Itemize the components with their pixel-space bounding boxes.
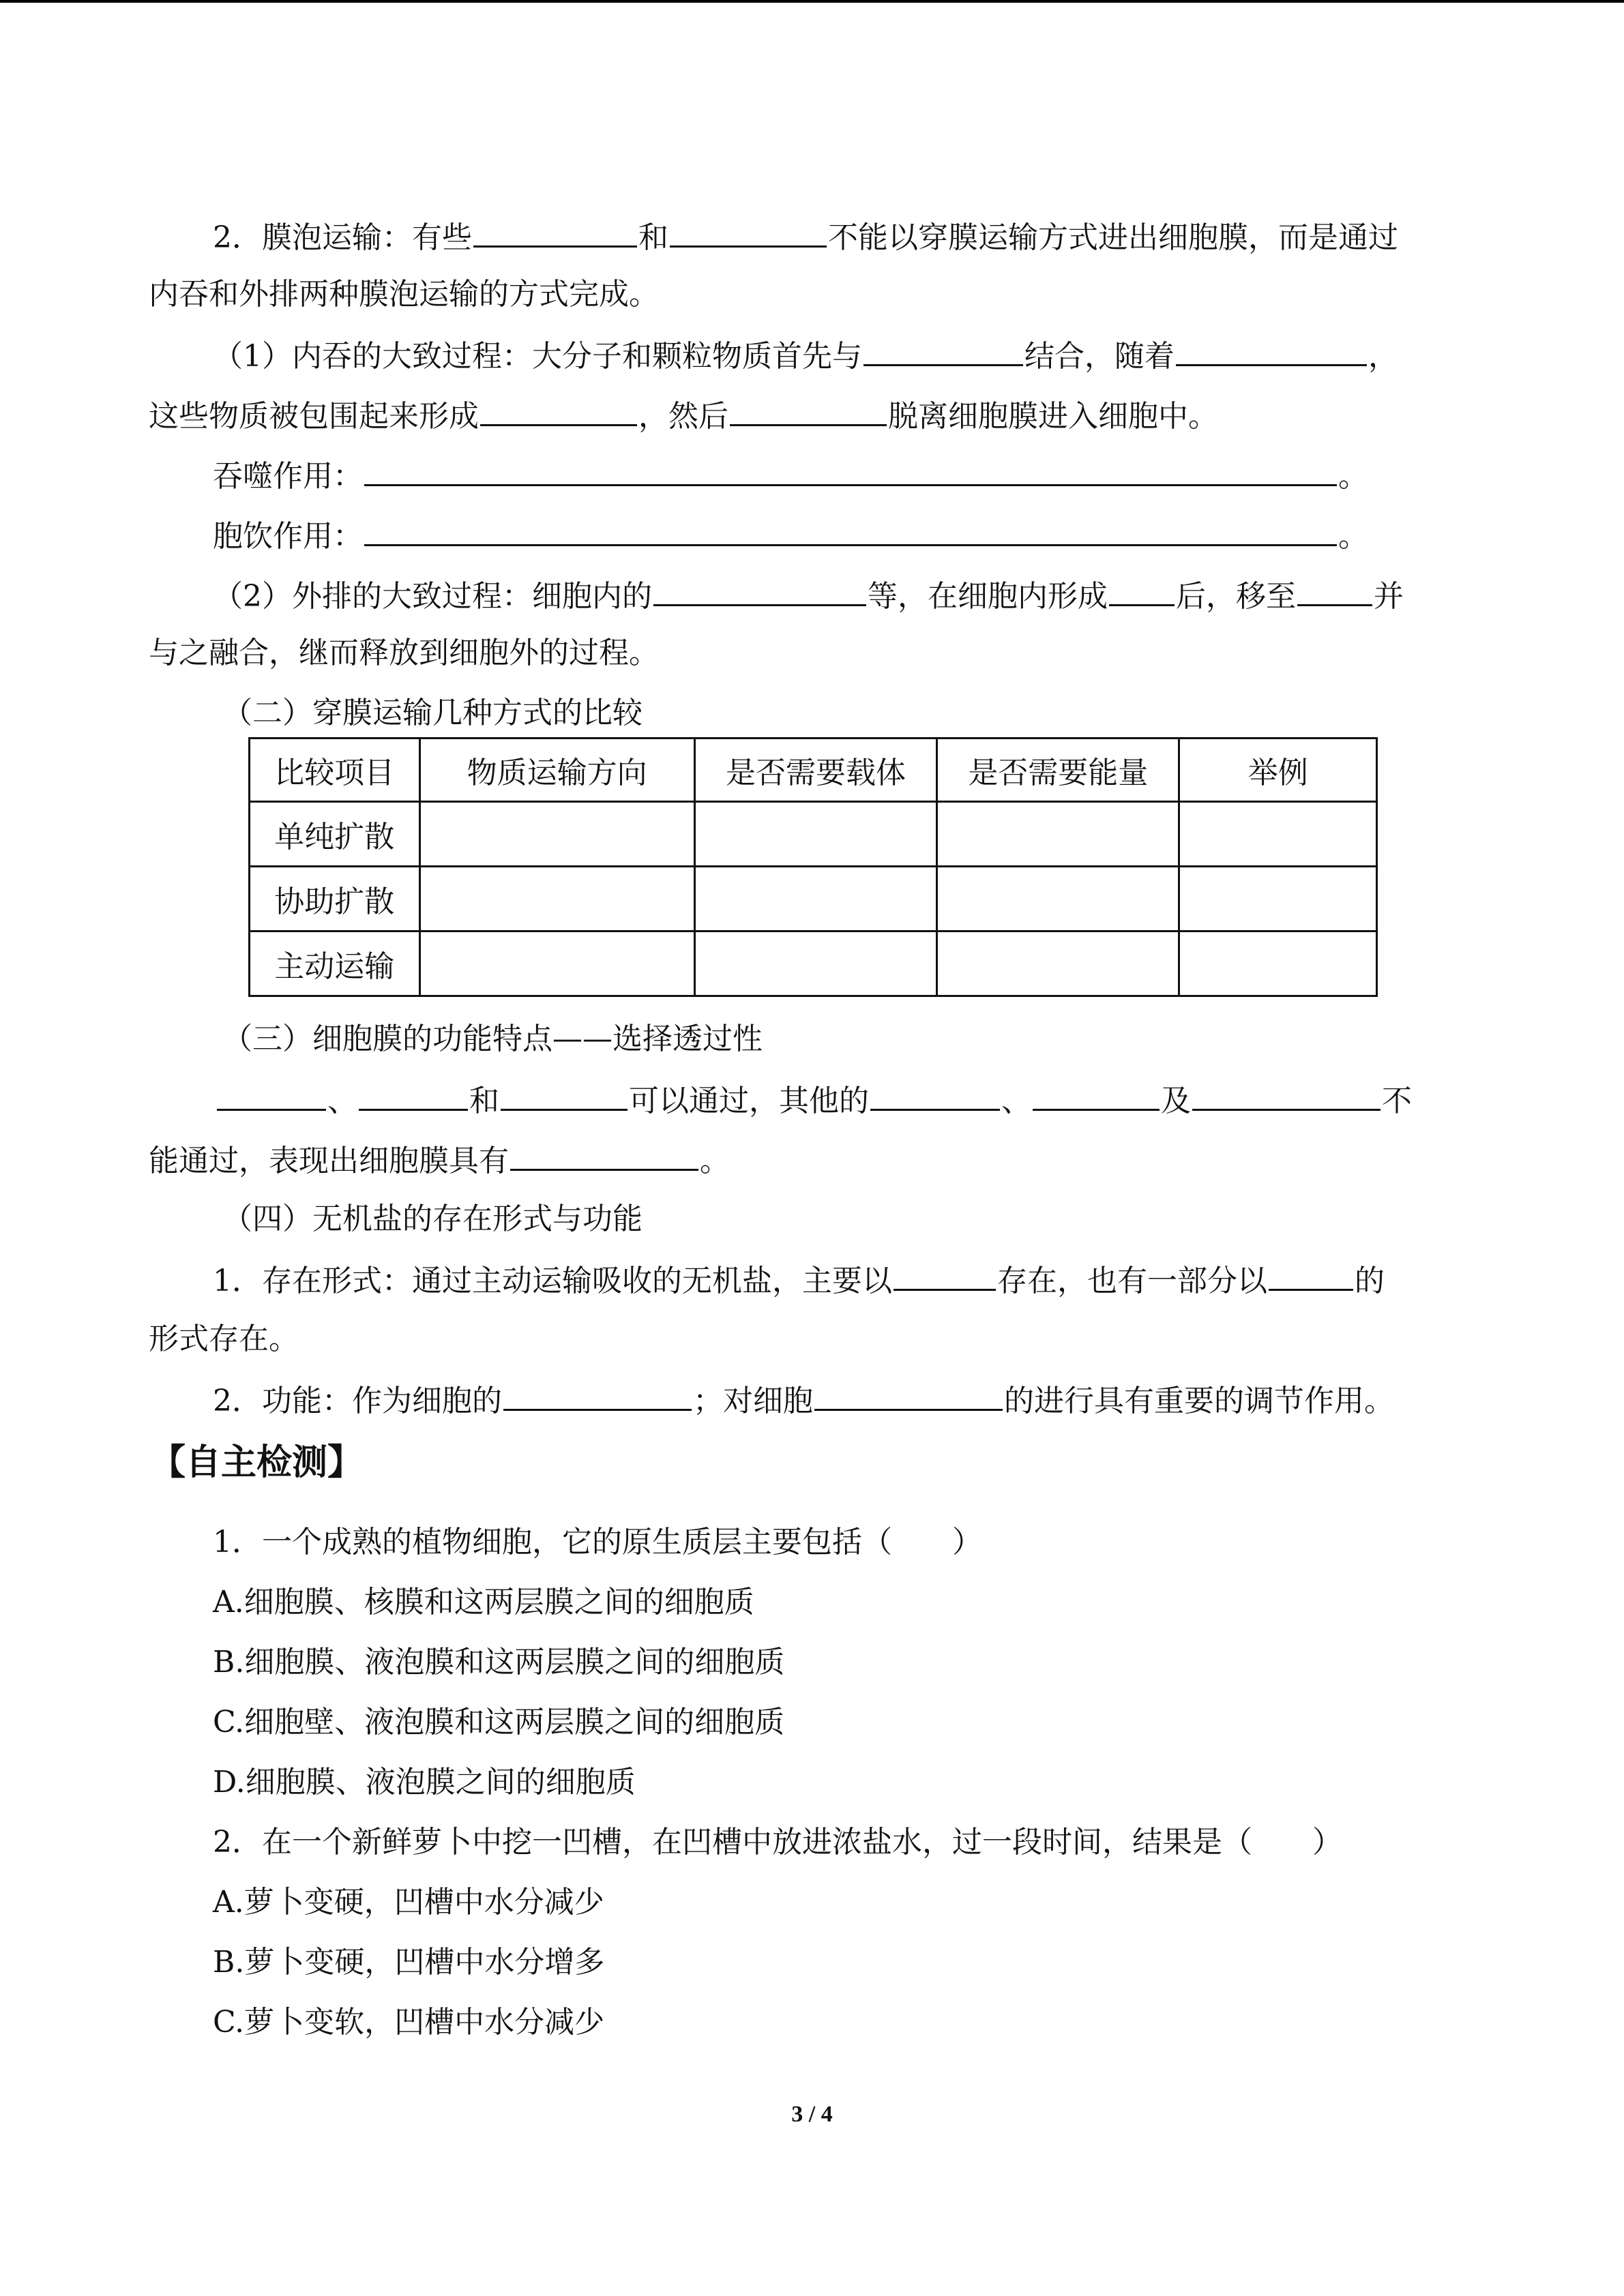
text: 脱离细胞膜进入细胞中。 [888, 399, 1218, 434]
fill-blank[interactable] [1297, 574, 1372, 606]
text: ，然后 [638, 399, 728, 434]
fill-blank[interactable] [1176, 334, 1367, 366]
text: 等，在细胞内形成 [868, 579, 1108, 614]
table-header: 举例 [1179, 739, 1377, 802]
comparison-table [248, 737, 1378, 997]
fill-blank[interactable] [480, 394, 637, 426]
answer-cell[interactable] [419, 867, 694, 931]
fill-blank[interactable] [1192, 1079, 1381, 1111]
section4-title: （四）无机盐的存在形式与功能 [222, 1202, 643, 1236]
text: 的 [1355, 1264, 1385, 1298]
answer-cell[interactable] [419, 802, 694, 867]
fill-blank[interactable] [863, 334, 1023, 366]
exocytosis-line-2: 与之融合，继而释放到细胞外的过程。 [149, 636, 659, 670]
text: 。 [1338, 519, 1368, 554]
table-header: 比较项目 [250, 739, 420, 802]
text: 的进行具有重要的调节作用。 [1004, 1384, 1394, 1418]
endocytosis-line-1 [213, 334, 1479, 375]
text: 、 [327, 1084, 357, 1118]
fill-blank[interactable] [894, 1259, 996, 1291]
text: 不 [1382, 1084, 1412, 1118]
fill-blank[interactable] [217, 1079, 326, 1111]
text: 和 [469, 1084, 499, 1118]
selftest-heading: 【自主检测】 [150, 1442, 364, 1483]
q2-option-a[interactable]: A.萝卜变硬，凹槽中水分减少 [213, 1885, 604, 1920]
page-number: 3 / 4 [791, 2102, 833, 2127]
text: （1）内吞的大致过程：大分子和颗粒物质首先与 [213, 339, 862, 374]
question-1: 1．一个成熟的植物细胞，它的原生质层主要包括（ ） [213, 1525, 982, 1560]
text: ， [1368, 339, 1398, 374]
q1-option-d[interactable]: D.细胞膜、液泡膜之间的细胞质 [213, 1765, 636, 1800]
section4-function-line [213, 1379, 1479, 1420]
text: 和 [638, 220, 668, 255]
pinocytosis-line [213, 514, 1479, 555]
fill-blank[interactable] [510, 1139, 698, 1171]
fill-blank[interactable] [670, 215, 827, 248]
table-header: 物质运输方向 [419, 739, 694, 802]
table-header: 是否需要载体 [694, 739, 936, 802]
fill-blank[interactable] [364, 514, 1337, 546]
row-label: 主动运输 [250, 931, 420, 996]
fill-blank[interactable] [359, 1079, 468, 1111]
fill-blank[interactable] [814, 1379, 1003, 1411]
table-row [250, 867, 1377, 931]
answer-cell[interactable] [937, 867, 1179, 931]
text: 胞饮作用： [213, 519, 363, 554]
text: 结合，随着 [1024, 339, 1175, 374]
text: 可以通过，其他的 [629, 1084, 869, 1118]
endocytosis-line-2 [149, 394, 1479, 435]
text: 不能以穿膜运输方式进出细胞膜，而是通过 [828, 220, 1398, 255]
answer-cell[interactable] [1179, 867, 1377, 931]
row-label: 协助扩散 [250, 867, 420, 931]
row-label: 单纯扩散 [250, 802, 420, 867]
text: 存在，也有一部分以 [997, 1264, 1267, 1298]
text: 吞噬作用： [213, 459, 363, 494]
text: 这些物质被包围起来形成 [149, 399, 479, 434]
fill-blank[interactable] [870, 1079, 1000, 1111]
q1-option-c[interactable]: C.细胞壁、液泡膜和这两层膜之间的细胞质 [213, 1705, 785, 1740]
section3-line-2 [149, 1139, 1479, 1180]
fill-blank[interactable] [653, 574, 866, 606]
text: ；对细胞 [693, 1384, 813, 1418]
text: 1．存在形式：通过主动运输吸收的无机盐，主要以 [213, 1264, 892, 1298]
phagocytosis-line [213, 454, 1479, 495]
section4-form-line-1 [213, 1259, 1479, 1300]
text: 后，移至 [1176, 579, 1296, 614]
text: 2．膜泡运输：有些 [213, 220, 472, 255]
answer-cell[interactable] [419, 931, 694, 996]
fill-blank[interactable] [730, 394, 887, 426]
answer-cell[interactable] [694, 931, 936, 996]
section3-line-1 [216, 1079, 1479, 1120]
fill-blank[interactable] [501, 1079, 628, 1111]
fill-blank[interactable] [473, 215, 637, 248]
fill-blank[interactable] [1033, 1079, 1160, 1111]
text: 并 [1374, 579, 1404, 614]
table-row [250, 802, 1377, 867]
text: （2）外排的大致过程：细胞内的 [213, 579, 652, 614]
fill-blank[interactable] [1109, 574, 1175, 606]
answer-cell[interactable] [937, 931, 1179, 996]
q2-option-b[interactable]: B.萝卜变硬，凹槽中水分增多 [213, 1945, 605, 1980]
section4-form-line-2: 形式存在。 [149, 1322, 299, 1356]
question-2: 2．在一个新鲜萝卜中挖一凹槽，在凹槽中放进浓盐水，过一段时间，结果是（ ） [213, 1825, 1342, 1860]
fill-blank[interactable] [503, 1379, 692, 1411]
text: 。 [700, 1144, 730, 1178]
text: 。 [1338, 459, 1368, 494]
vesicle-line-1 [213, 215, 1479, 256]
text: 、 [1001, 1084, 1031, 1118]
q1-option-a[interactable]: A.细胞膜、核膜和这两层膜之间的细胞质 [213, 1585, 754, 1620]
answer-cell[interactable] [937, 802, 1179, 867]
section2-title: （二）穿膜运输几种方式的比较 [222, 696, 643, 730]
answer-cell[interactable] [1179, 802, 1377, 867]
fill-blank[interactable] [1269, 1259, 1353, 1291]
table-header-row [250, 739, 1377, 802]
table-header: 是否需要能量 [937, 739, 1179, 802]
answer-cell[interactable] [1179, 931, 1377, 996]
text: 能通过，表现出细胞膜具有 [149, 1144, 509, 1178]
exocytosis-line-1 [213, 574, 1479, 615]
answer-cell[interactable] [694, 867, 936, 931]
vesicle-line-2: 内吞和外排两种膜泡运输的方式完成。 [149, 277, 659, 312]
q1-option-b[interactable]: B.细胞膜、液泡膜和这两层膜之间的细胞质 [213, 1645, 785, 1680]
section3-title: （三）细胞膜的功能特点——选择透过性 [222, 1022, 763, 1056]
table-row [250, 931, 1377, 996]
text: 2．功能：作为细胞的 [213, 1384, 502, 1418]
fill-blank[interactable] [364, 454, 1337, 486]
q2-option-c[interactable]: C.萝卜变软，凹槽中水分减少 [213, 2005, 605, 2040]
text: 及 [1161, 1084, 1191, 1118]
answer-cell[interactable] [694, 802, 936, 867]
